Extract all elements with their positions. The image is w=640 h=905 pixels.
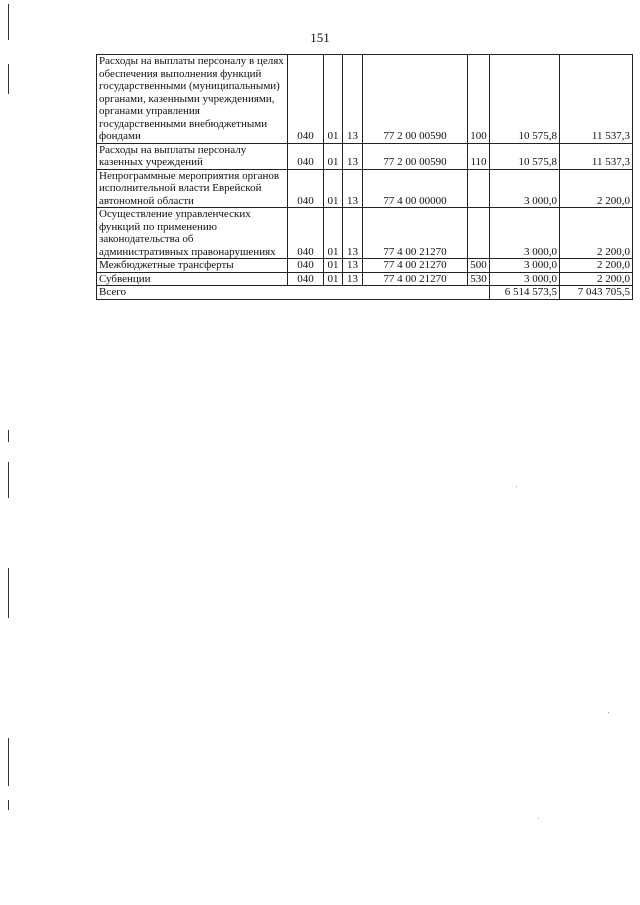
target-article-code: 77 4 00 21270 <box>363 259 468 273</box>
scan-artifact-line <box>8 64 9 94</box>
section-code: 01 <box>324 259 343 273</box>
scan-artifact-line <box>8 4 9 40</box>
amount-year-1: 3 000,0 <box>490 272 560 286</box>
expense-type-code: 530 <box>468 272 490 286</box>
row-name: Расходы на выплаты персоналу в целях обеспечения выполнения функций государственными (муниципальными) органами, казенными учреждениями, органами управления государственными внебюджетными фондами <box>97 55 288 144</box>
target-article-code: 77 2 00 00590 <box>363 55 468 144</box>
row-name: Непрограммные мероприятия органов исполнительной власти Еврейской автономной области <box>97 169 288 208</box>
amount-year-2: 2 200,0 <box>560 272 633 286</box>
row-name: Субвенции <box>97 272 288 286</box>
subsection-code: 13 <box>343 272 363 286</box>
table-row <box>97 272 633 286</box>
amount-year-1: 10 575,8 <box>490 143 560 169</box>
subsection-code: 13 <box>343 169 363 208</box>
row-name: Межбюджетные трансферты <box>97 259 288 273</box>
scan-artifact-line <box>8 800 9 810</box>
target-article-code: 77 4 00 21270 <box>363 272 468 286</box>
total-amount-year-1: 6 514 573,5 <box>490 286 560 300</box>
section-code: 01 <box>324 272 343 286</box>
amount-year-2: 2 200,0 <box>560 169 633 208</box>
table-row <box>97 169 633 208</box>
scan-speck <box>516 486 517 487</box>
expense-type-code: 100 <box>468 55 490 144</box>
amount-year-1: 3 000,0 <box>490 259 560 273</box>
ministry-code: 040 <box>288 259 324 273</box>
total-row <box>97 286 633 300</box>
scan-speck <box>608 712 609 713</box>
page-number: 151 <box>310 30 330 45</box>
target-article-code: 77 2 00 00590 <box>363 143 468 169</box>
subsection-code: 13 <box>343 208 363 259</box>
scan-artifact-line <box>8 462 9 498</box>
row-name: Расходы на выплаты персоналу казенных учреждений <box>97 143 288 169</box>
section-code: 01 <box>324 55 343 144</box>
amount-year-2: 11 537,3 <box>560 55 633 144</box>
table-row <box>97 55 633 144</box>
row-name: Осуществление управленческих функций по применению законодательства об административных правонарушениях <box>97 208 288 259</box>
ministry-code: 040 <box>288 55 324 144</box>
table-row <box>97 259 633 273</box>
target-article-code: 77 4 00 21270 <box>363 208 468 259</box>
table-row <box>97 208 633 259</box>
section-code: 01 <box>324 143 343 169</box>
subsection-code: 13 <box>343 259 363 273</box>
subsection-code: 13 <box>343 55 363 144</box>
ministry-code: 040 <box>288 143 324 169</box>
ministry-code: 040 <box>288 272 324 286</box>
subsection-code: 13 <box>343 143 363 169</box>
total-label: Всего <box>97 286 490 300</box>
ministry-code: 040 <box>288 208 324 259</box>
amount-year-2: 11 537,3 <box>560 143 633 169</box>
expense-type-code <box>468 169 490 208</box>
amount-year-1: 3 000,0 <box>490 208 560 259</box>
total-amount-year-2: 7 043 705,5 <box>560 286 633 300</box>
ministry-code: 040 <box>288 169 324 208</box>
scan-artifact-line <box>8 738 9 786</box>
target-article-code: 77 4 00 00000 <box>363 169 468 208</box>
section-code: 01 <box>324 208 343 259</box>
amount-year-1: 3 000,0 <box>490 169 560 208</box>
scan-artifact-line <box>8 568 9 618</box>
scan-artifact-line <box>8 430 9 442</box>
expense-type-code <box>468 208 490 259</box>
amount-year-2: 2 200,0 <box>560 208 633 259</box>
scan-speck <box>538 818 539 819</box>
amount-year-1: 10 575,8 <box>490 55 560 144</box>
table-row <box>97 143 633 169</box>
section-code: 01 <box>324 169 343 208</box>
budget-table <box>96 54 633 300</box>
expense-type-code: 110 <box>468 143 490 169</box>
amount-year-2: 2 200,0 <box>560 259 633 273</box>
expense-type-code: 500 <box>468 259 490 273</box>
